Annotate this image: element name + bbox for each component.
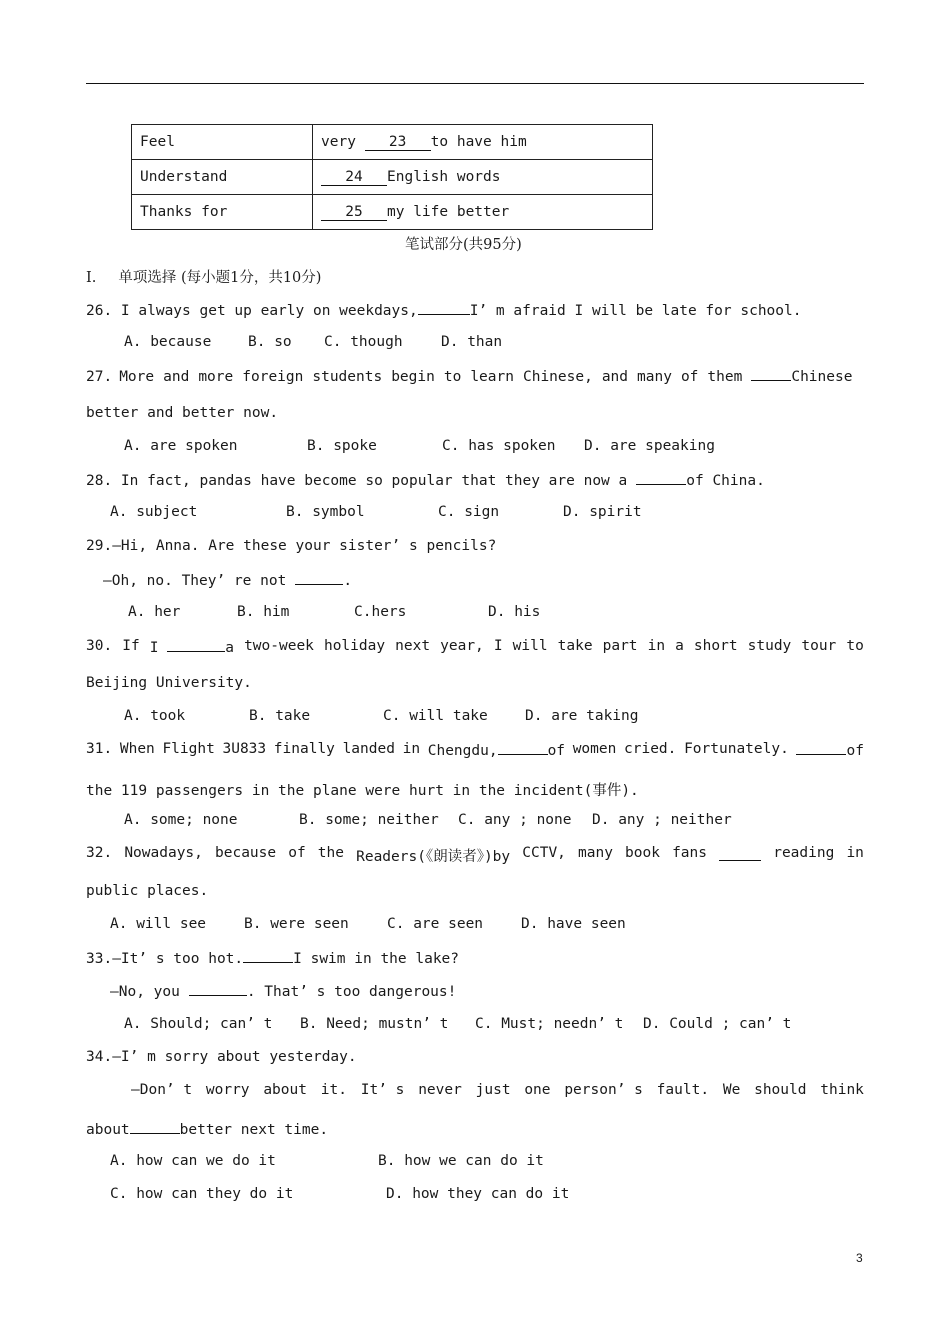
option-b[interactable]: B. Need; mustn’ t: [300, 1016, 449, 1032]
option-b[interactable]: B. him: [237, 604, 290, 620]
page-number: 3: [856, 1251, 863, 1265]
table-cell-label: Feel: [132, 125, 313, 160]
answer-blank[interactable]: [295, 571, 343, 585]
option-b[interactable]: B. were seen: [244, 916, 349, 932]
answer-blank[interactable]: [418, 301, 470, 315]
option-c[interactable]: C. will take: [383, 708, 488, 724]
table-cell-label: Understand: [132, 160, 313, 195]
option-b[interactable]: B. how we can do it: [378, 1153, 544, 1169]
option-b[interactable]: B. spoke: [307, 438, 377, 454]
option-a[interactable]: A. because: [124, 334, 212, 350]
question-28: 28. In fact, pandas have become so popular that they are now a of China.: [86, 473, 765, 489]
option-a[interactable]: A. are spoken: [124, 438, 238, 454]
question-27-line-2: better and better now.: [86, 405, 279, 421]
option-d[interactable]: D. any ; neither: [592, 812, 732, 828]
question-34-line-2: —Don’ t worry about it. It’ s never just one person’ s fault. We should think: [131, 1082, 864, 1098]
option-d[interactable]: D. than: [441, 334, 503, 350]
option-d[interactable]: D. are taking: [525, 708, 639, 724]
question-31-line-1: 31. When Flight 3U833 finally landed in Chengdu, of women cried. Fortunately. of: [86, 741, 864, 759]
option-a[interactable]: A. took: [124, 708, 186, 724]
option-d[interactable]: D. are speaking: [584, 438, 715, 454]
question-34-line-1: 34.—I’ m sorry about yesterday.: [86, 1049, 357, 1065]
option-c[interactable]: C. any ; none: [458, 812, 572, 828]
answer-blank[interactable]: [130, 1120, 180, 1134]
option-c[interactable]: C. though: [324, 334, 403, 350]
option-c[interactable]: C. Must; needn’ t: [475, 1016, 624, 1032]
question-27-line-1: 27. More and more foreign students begin to learn Chinese, and many of them Chinese: [86, 369, 853, 385]
option-b[interactable]: B. symbol: [286, 504, 365, 520]
question-34-line-3: about better next time.: [86, 1122, 329, 1138]
answer-blank[interactable]: [796, 741, 846, 755]
table-cell-sentence: 24 English words: [313, 160, 653, 195]
option-d[interactable]: D. his: [488, 604, 541, 620]
option-b[interactable]: B. so: [248, 334, 292, 350]
blank-25[interactable]: 25: [321, 205, 387, 221]
question-30-line-1: 30. If I a two-week holiday next year, I will take part in a short study tour to: [86, 638, 864, 656]
option-d[interactable]: D. how they can do it: [386, 1186, 570, 1202]
option-c[interactable]: C. how can they do it: [110, 1186, 294, 1202]
option-b[interactable]: B. some; neither: [299, 812, 439, 828]
option-d[interactable]: D. Could ; can’ t: [643, 1016, 792, 1032]
table-cell-sentence: very 23 to have him: [313, 125, 653, 160]
table-cell-sentence: 25 my life better: [313, 195, 653, 230]
option-a[interactable]: A. her: [128, 604, 181, 620]
question-30-line-2: Beijing University.: [86, 675, 252, 691]
header-rule: [86, 83, 864, 84]
blank-23[interactable]: 23: [365, 135, 431, 151]
option-a[interactable]: A. Should; can’ t: [124, 1016, 273, 1032]
option-d[interactable]: D. have seen: [521, 916, 626, 932]
question-33-line-2: —No, you . That’ s too dangerous!: [110, 984, 457, 1000]
question-26: 26. I always get up early on weekdays, I’ m afraid I will be late for school.: [86, 303, 802, 319]
question-29-line-2: —Oh, no. They’ re not .: [103, 573, 353, 589]
question-32-line-2: public places.: [86, 883, 209, 899]
answer-blank[interactable]: [189, 982, 247, 996]
blank-24[interactable]: 24: [321, 170, 387, 186]
table-row: [132, 160, 653, 195]
answer-blank[interactable]: [243, 949, 293, 963]
question-29-line-1: 29.—Hi, Anna. Are these your sister’ s pencils?: [86, 538, 497, 554]
option-c[interactable]: C.hers: [354, 604, 407, 620]
option-d[interactable]: D. spirit: [563, 504, 642, 520]
option-c[interactable]: C. has spoken: [442, 438, 556, 454]
part-heading: I. 单项选择 (每小题1分，共10分): [86, 270, 322, 286]
fill-in-table: [131, 124, 653, 230]
section-title: 笔试部分(共95分): [405, 237, 522, 253]
table-row: [132, 195, 653, 230]
option-a[interactable]: A. how can we do it: [110, 1153, 276, 1169]
option-b[interactable]: B. take: [249, 708, 311, 724]
answer-blank[interactable]: [719, 847, 761, 861]
option-c[interactable]: C. are seen: [387, 916, 484, 932]
answer-blank[interactable]: [751, 367, 791, 381]
option-a[interactable]: A. subject: [110, 504, 198, 520]
option-a[interactable]: A. will see: [110, 916, 207, 932]
answer-blank[interactable]: [167, 638, 225, 652]
question-33-line-1: 33.—It’ s too hot. I swim in the lake?: [86, 951, 460, 967]
question-32-line-1: 32. Nowadays, because of the Readers(《朗读者》)by CCTV, many book fans reading in: [86, 845, 864, 865]
table-row: [132, 125, 653, 160]
answer-blank[interactable]: [498, 741, 548, 755]
option-a[interactable]: A. some; none: [124, 812, 238, 828]
option-c[interactable]: C. sign: [438, 504, 500, 520]
question-31-line-2: the 119 passengers in the plane were hurt in the incident(事件).: [86, 783, 639, 799]
table-cell-label: Thanks for: [132, 195, 313, 230]
answer-blank[interactable]: [636, 471, 686, 485]
